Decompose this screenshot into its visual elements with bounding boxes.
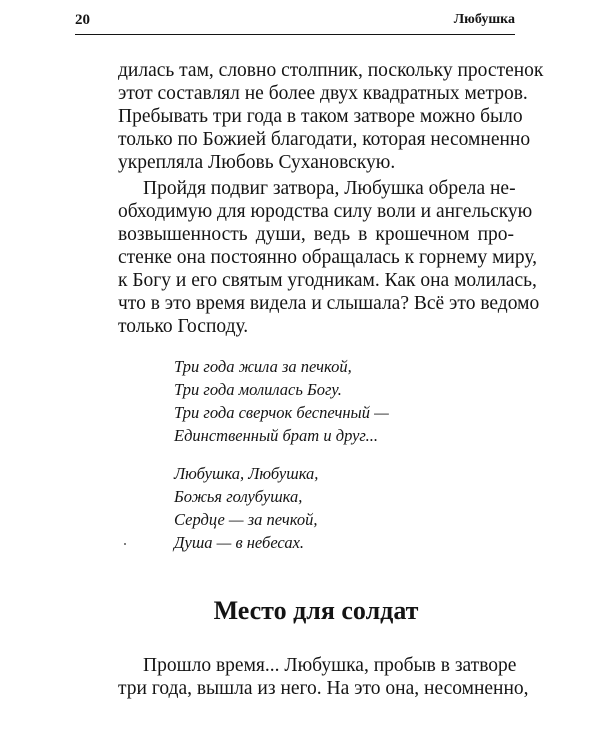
text-line: Пребывать три года в таком затворе можно было (118, 106, 523, 127)
verse-line: Сердце — за печкой, (174, 510, 318, 529)
text-line: укрепляла Любовь Сухановскую. (118, 152, 396, 173)
text-line: стенке она постоянно обращалась к горнему миру, (118, 247, 538, 268)
verse-line: Единственный брат и друг... (174, 426, 379, 445)
text-line: что в это время видела и слышала? Всё это ведомо (118, 293, 540, 314)
text-line: Пройдя подвиг затвора, Любушка обрела не- (143, 178, 516, 199)
text-line: только Господу. (118, 316, 249, 337)
text-line: к Богу и его святым угодникам. Как она молилась, (118, 270, 537, 291)
running-title: Любушка (453, 12, 515, 27)
verse-line: Любушка, Любушка, (174, 464, 319, 483)
page-number: 20 (75, 12, 90, 28)
text-line: обходимую для юродства силу воли и ангельскую (118, 201, 533, 222)
verse-line: Три года сверчок беспечный — (174, 403, 389, 422)
text-line: Прошло время... Любушка, пробыв в затворе (143, 655, 517, 676)
text-line: только по Божией благодати, которая несомненно (118, 129, 531, 150)
verse-line: Три года молилась Богу. (174, 380, 342, 399)
page-header (75, 8, 515, 32)
verse-line: Божья голубушка, (174, 487, 303, 506)
section-heading: Место для солдат (213, 596, 419, 625)
text-line: три года, вышла из него. На это она, несомненно, (118, 678, 529, 699)
text-line: возвышенность души, ведь в крошечном про- (118, 224, 514, 245)
header-rule (75, 34, 515, 35)
print-speck (124, 543, 126, 545)
text-line: дилась там, словно столпник, поскольку простенок (118, 60, 544, 81)
verse-line: Душа — в небесах. (174, 533, 305, 552)
verse-line: Три года жила за печкой, (174, 357, 352, 376)
text-line: этот составлял не более двух квадратных метров. (118, 83, 528, 104)
